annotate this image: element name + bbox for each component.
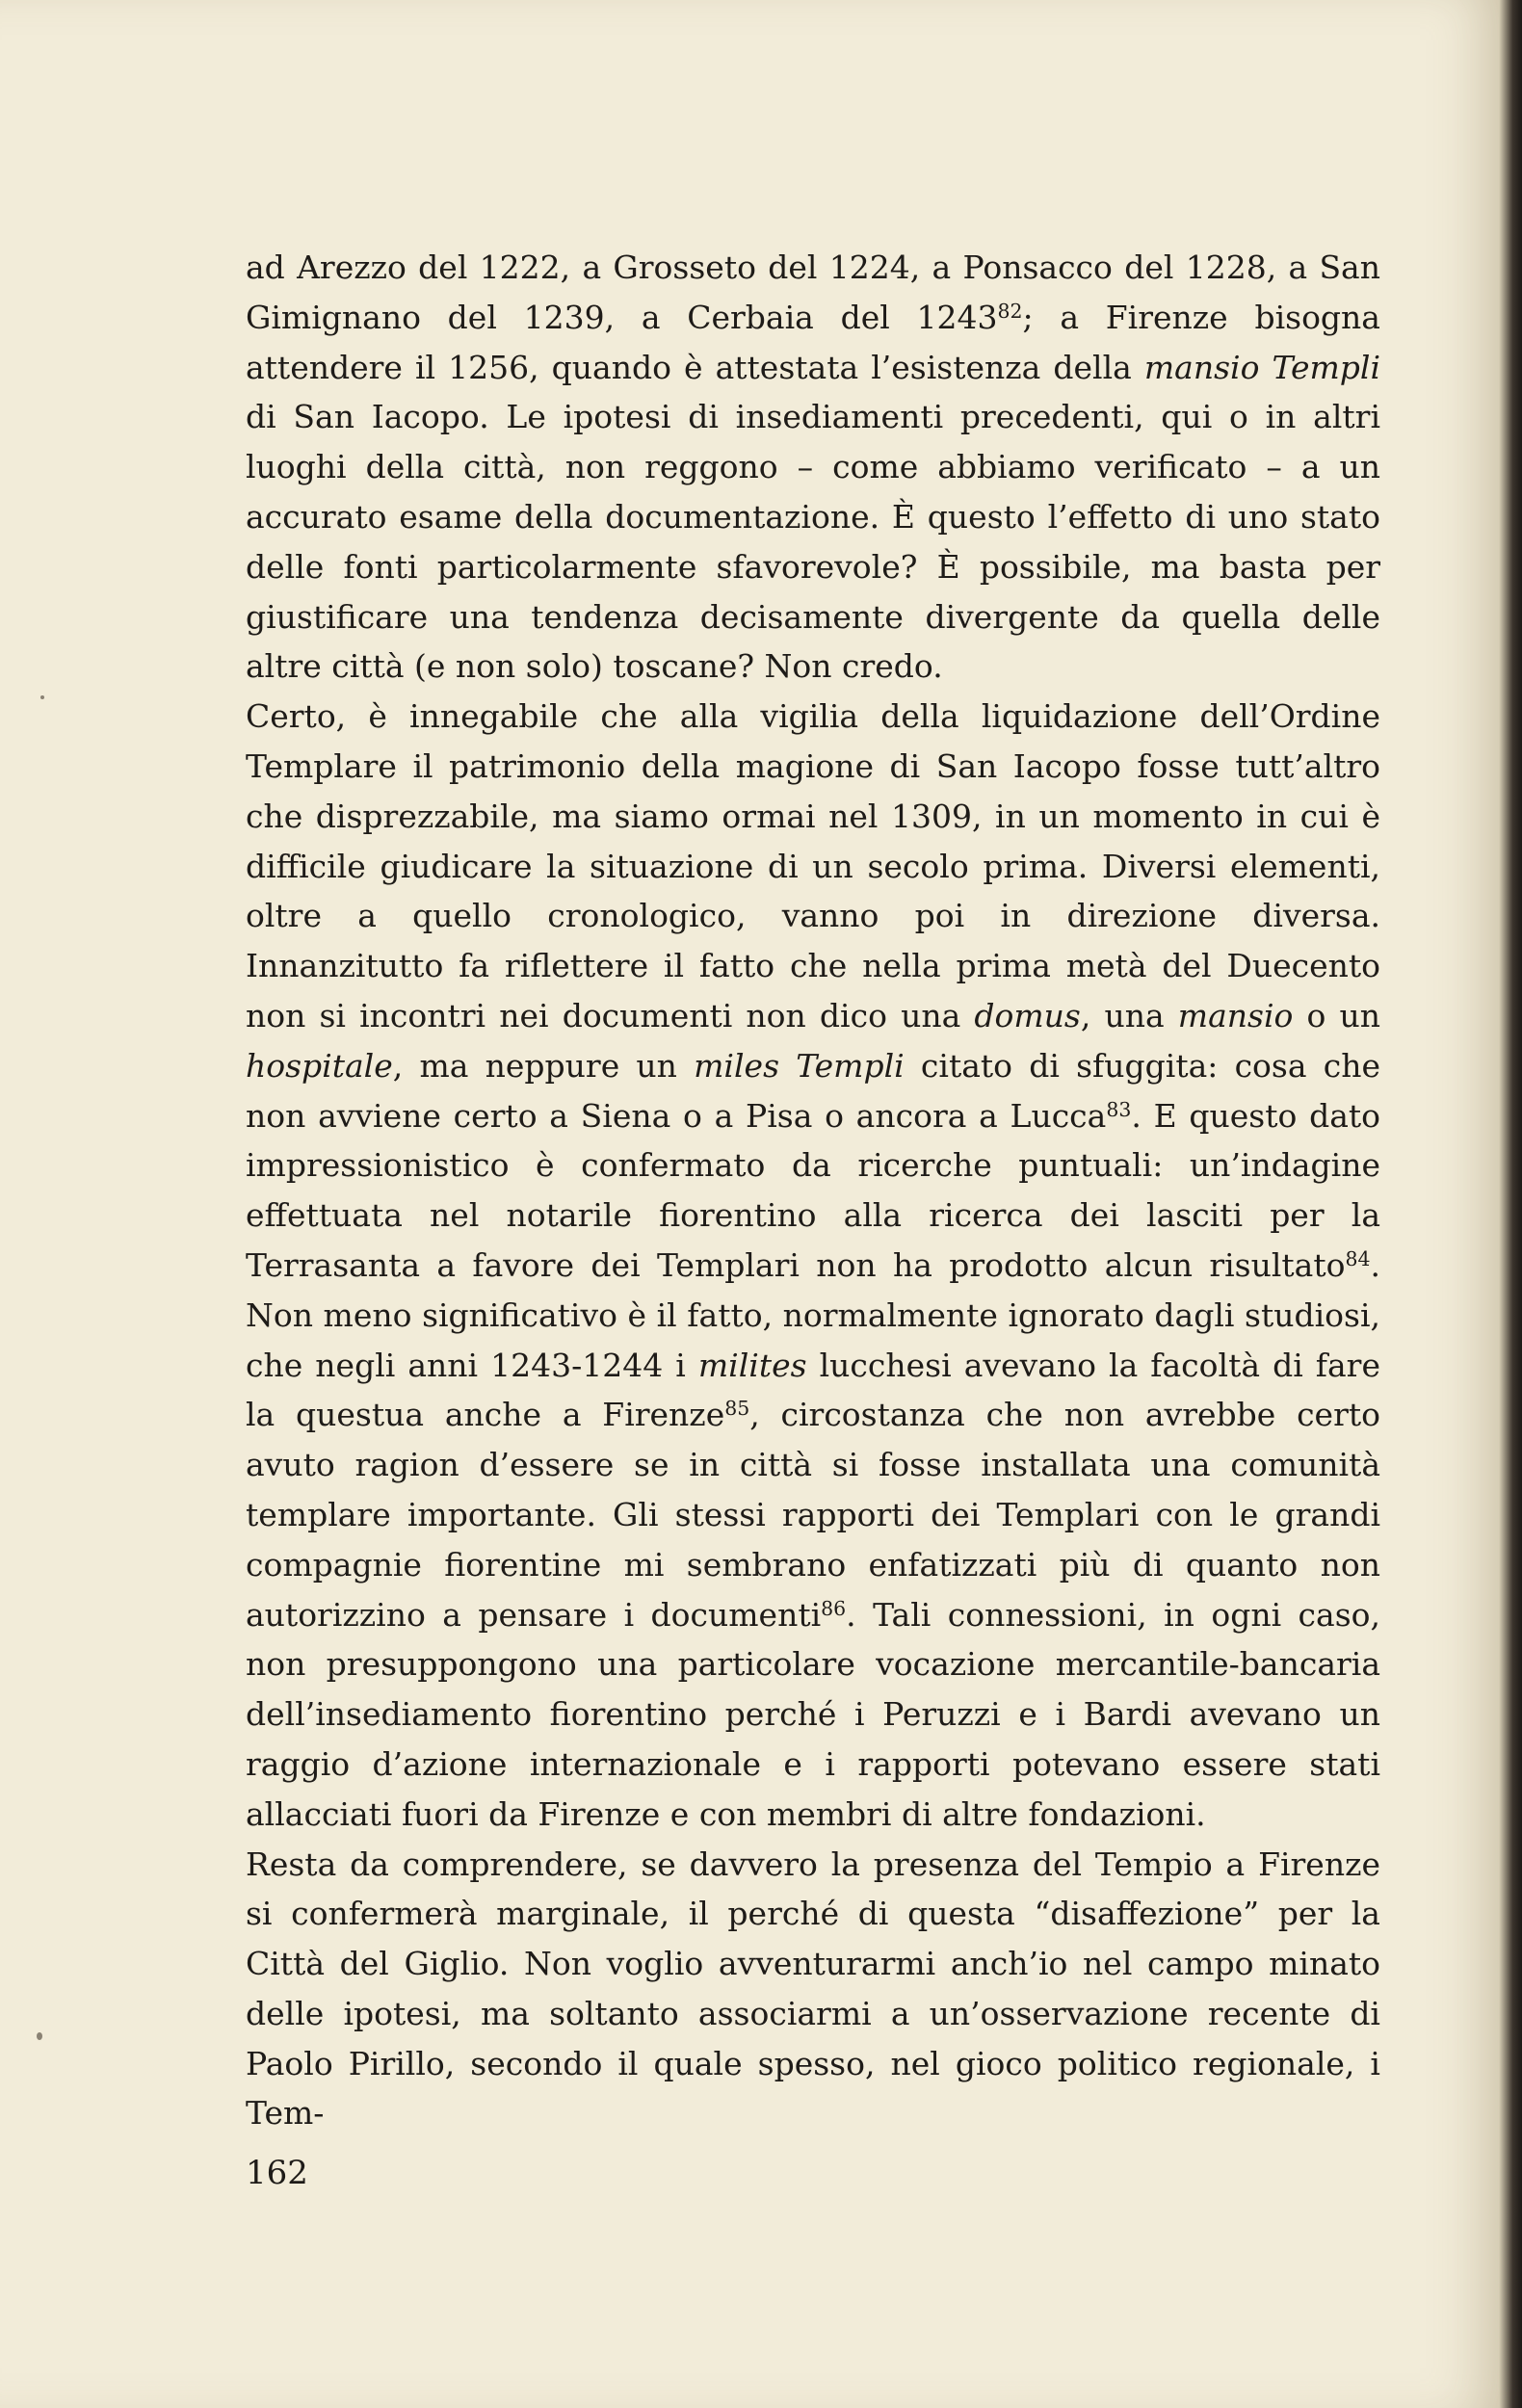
- text-run: , ma neppure un: [392, 1046, 695, 1085]
- text-run: , circostanza che non avrebbe certo avuto ragion d’essere se in città si fosse installata una comunità templare importante. Gli stessi rapporti dei Templari con le grandi compagnie fiorentine mi sembrano enfatizzati più di quanto non autorizzino a pensare i documenti: [246, 1396, 1380, 1634]
- text-run: citato di sfuggita: cosa che non avviene certo a Siena o a Pisa o ancora a Lucca: [246, 1046, 1381, 1135]
- paragraph: [246, 692, 1380, 1839]
- italic-term: mansio: [1177, 996, 1294, 1034]
- text-run: di San Iacopo. Le ipotesi di insediamenti precedenti, qui o in altri luoghi della città, non reggono – come abbiamo verificato – a un accurato esame della documentazione. È questo l’effetto di uno stato delle fonti particolarmente sfavorevole? È possibile, ma basta per giustificare una tendenza decisamente divergente da quella delle altre città (e non solo) toscane? Non credo.: [246, 398, 1380, 686]
- text-run: Resta da comprendere, se davvero la presenza del Tempio a Firenze si confermerà marginale, il perché di questa “disaffezione” per la Città del Giglio. Non voglio avventurarmi anch’io nel campo minato delle ipotesi, ma soltanto associarmi a un’osservazione recente di Paolo Pirillo, secondo il quale spesso, nel gioco politico regionale, i Tem-: [246, 1845, 1380, 2133]
- footnote-ref: 83: [1106, 1097, 1132, 1121]
- text-run: ad Arezzo del 1222, a Grosseto del 1224, a Ponsacco del 1228, a San Gimignano del 1239, a Cerbaia del 1243: [246, 249, 1380, 336]
- paper-speck: [37, 2032, 42, 2040]
- text-run: ; a Firenze bisogna attendere il 1256, quando è attestata l’esistenza della: [246, 298, 1380, 386]
- footnote-ref: 86: [821, 1596, 847, 1620]
- text-run: lucchesi avevano la facoltà di fare la questua anche a Firenze: [246, 1346, 1380, 1434]
- italic-term: domus: [974, 996, 1081, 1034]
- text-run: . Tali connessioni, in ogni caso, non presuppongono una particolare vocazione mercantile-bancaria dell’insediamento fiorentino perché i Peruzzi e i Bardi avevano un raggio d’azione internazionale e i rapporti potevano essere stati allacciati fuori da Firenze e con membri di altre fondazioni.: [246, 1595, 1380, 1833]
- paragraph: [246, 1840, 1380, 2139]
- italic-term: hospitale: [246, 1046, 393, 1085]
- body-text: [246, 243, 1380, 2138]
- footnote-ref: 82: [997, 299, 1023, 323]
- page-edge: [1499, 0, 1522, 2408]
- italic-term: mansio Templi: [1143, 348, 1380, 386]
- page-number: 162: [246, 2154, 308, 2192]
- footnote-ref: 84: [1345, 1246, 1371, 1270]
- text-run: o un: [1293, 996, 1380, 1034]
- paragraph: [246, 243, 1380, 692]
- text-run: Certo, è innegabile che alla vigilia della liquidazione dell’Ordine Templare il patrimonio della magione di San Iacopo fosse tutt’altro che disprezzabile, ma siamo ormai nel 1309, in un momento in cui è difficile giudicare la situazione di un secolo prima. Diversi elementi, oltre a quello cronologico, vanno poi in direzione diversa. Innanzitutto fa riflettere il fatto che nella prima metà del Duecento non si incontri nei documenti non dico una: [246, 697, 1380, 1034]
- italic-term: miles Templi: [694, 1046, 905, 1085]
- text-run: . Non meno significativo è il fatto, normalmente ignorato dagli studiosi, che negli anni 1243-1244 i: [246, 1245, 1380, 1384]
- paper-speck: [40, 695, 44, 699]
- footnote-ref: 85: [724, 1397, 750, 1421]
- text-run: , una: [1080, 996, 1178, 1034]
- italic-term: milites: [697, 1346, 807, 1384]
- text-run: . E questo dato impressionistico è confermato da ricerche puntuali: un’indagine effettuata nel notarile fiorentino alla ricerca dei lasciti per la Terrasanta a favore dei Templari non ha prodotto alcun risultato: [246, 1096, 1381, 1284]
